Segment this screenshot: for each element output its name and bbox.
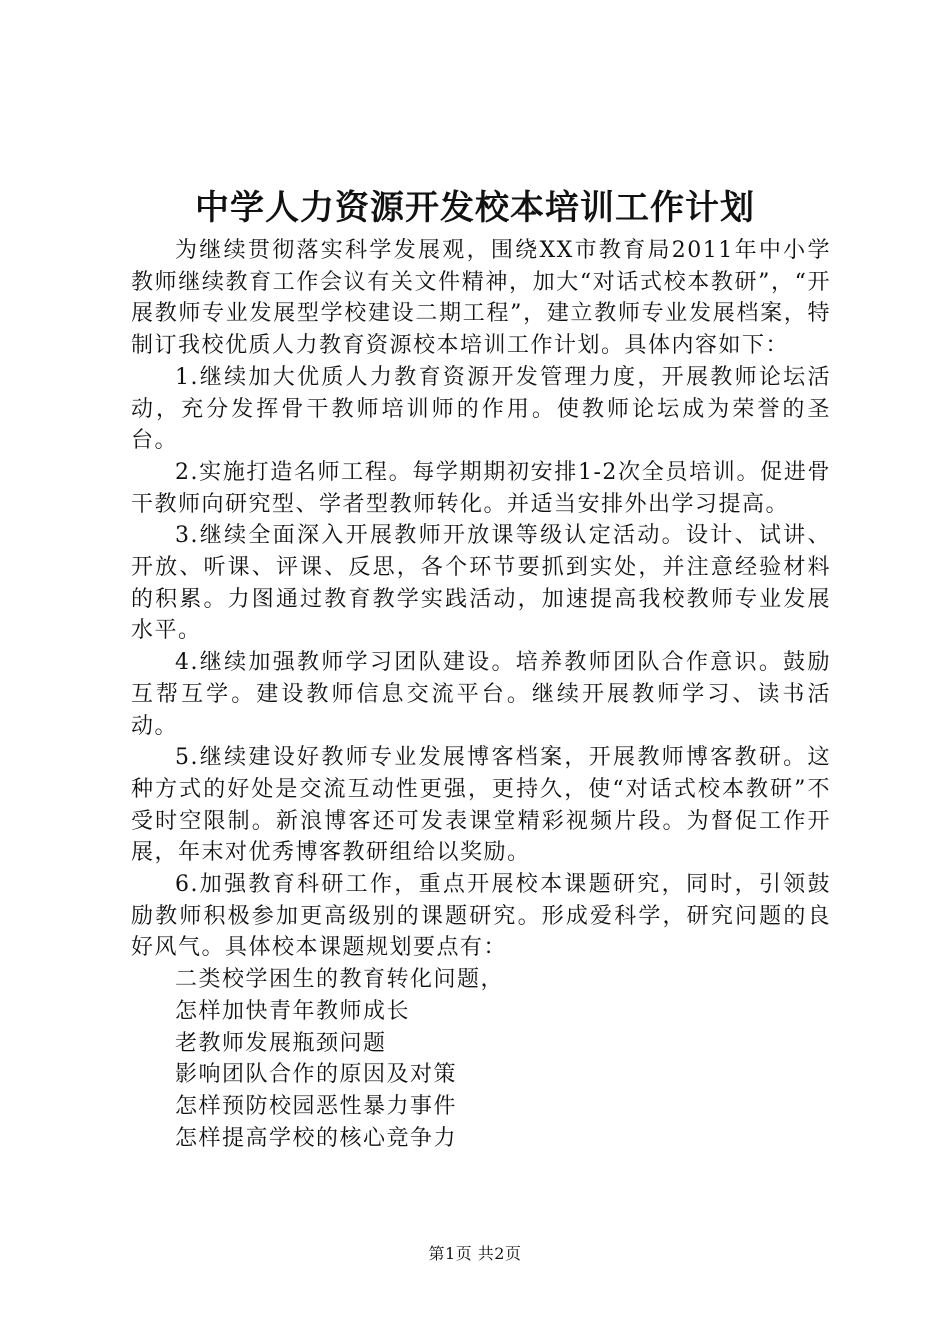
topic-list-item: 怎样预防校园恶性暴力事件	[175, 1093, 458, 1119]
paragraph-item-1: 1.继续加大优质人力教育资源开发管理力度，开展教师论坛活动，充分发挥骨干教师培训师的作用。使教师论坛成为荣誉的圣台。	[131, 364, 831, 454]
paragraph-item-4: 4.继续加强教师学习团队建设。培养教师团队合作意识。鼓励互帮互学。建设教师信息交流平台。继续开展教师学习、读书活动。	[131, 650, 831, 739]
document-body	[131, 235, 831, 1154]
paragraph-intro: 为继续贯彻落实科学发展观，围绕XX市教育局2011年中小学教师继续教育工作会议有关文件精神，加大“对话式校本教研”，“开展教师专业发展型学校建设二期工程”，建立教师专业发展档案，特制订我校优质人力教育资源校本培训工作计划。具体内容如下：	[131, 238, 831, 359]
topic-list-item: 老教师发展瓶颈问题	[175, 1030, 387, 1056]
topic-list-item: 二类校学困生的教育转化问题，	[175, 967, 505, 993]
topic-list-item: 怎样提高学校的核心竞争力	[175, 1125, 458, 1151]
document-title: 中学人力资源开发校本培训工作计划	[195, 188, 755, 228]
paragraph-item-6: 6.加强教育科研工作，重点开展校本课题研究，同时，引领鼓励教师积极参加更高级别的课题研究。形成爱科学，研究问题的良好风气。具体校本课题规划要点有：	[131, 872, 831, 961]
paragraph-item-2: 2.实施打造名师工程。每学期期初安排1-2次全员培训。促进骨干教师向研究型、学者型教师转化。并适当安排外出学习提高。	[131, 459, 831, 517]
paragraph-item-3: 3.继续全面深入开展教师开放课等级认定活动。设计、试讲、开放、听课、评课、反思，各个环节要抓到实处，并注意经验材料的积累。力图通过教育教学实践活动，加速提高我校教师专业发展水平。	[131, 523, 831, 644]
topic-list-item: 怎样加快青年教师成长	[175, 998, 411, 1024]
topic-list-item: 影响团队合作的原因及对策	[175, 1062, 458, 1088]
paragraph-item-5: 5.继续建设好教师专业发展博客档案，开展教师博客教研。这种方式的好处是交流互动性更强，更持久，使“对话式校本教研”不受时空限制。新浪博客还可发表课堂精彩视频片段。为督促工作开展，年末对优秀博客教研组给以奖励。	[131, 745, 831, 866]
page-footer: 第1页 共2页	[428, 1244, 522, 1263]
